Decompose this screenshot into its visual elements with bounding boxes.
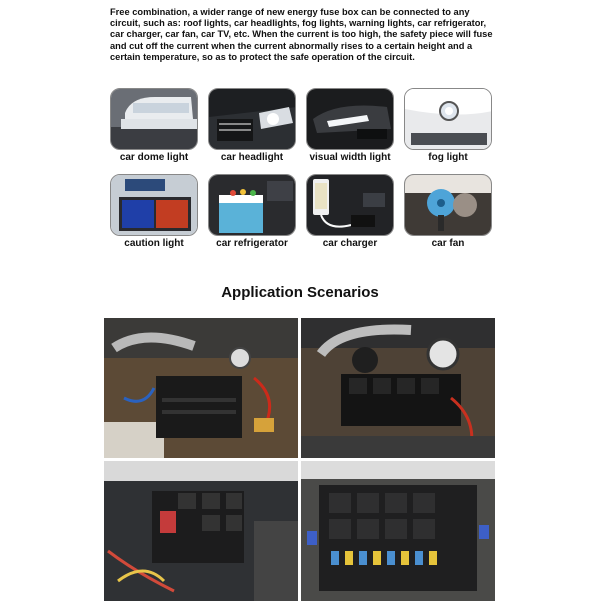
intro-paragraph: Free combination, a wider range of new energy fuse box can be connected to any circuit, such as: roof lights, car headlights, fog lights, warning lights, car refrigerator, car charger, car fan, car TV, etc. When the current is too high, the safety piece will fuse and cut off the current when the current abnormally rises to a certain height and a certain temperature, so as to protect the safe operation of the circuit.: [110, 7, 493, 62]
relay-box-engine-photo: [104, 461, 298, 601]
application-label: car charger: [322, 238, 378, 249]
application-label: car refrigerator: [216, 238, 288, 249]
fuse-box-installed-photo: [301, 318, 495, 458]
application-label: car dome light: [119, 152, 189, 163]
car-headlight-icon: [208, 88, 296, 150]
visual-width-light-icon: [306, 88, 394, 150]
car-dome-light-icon: [110, 88, 198, 150]
fuse-relay-panel-photo: [301, 461, 495, 601]
caution-light-icon: [110, 174, 198, 236]
application-label: caution light: [124, 238, 184, 249]
fog-light-icon: [404, 88, 492, 150]
engine-bay-photo: [104, 318, 298, 458]
section-title: Application Scenarios: [221, 284, 379, 301]
car-fan-icon: [404, 174, 492, 236]
car-refrigerator-icon: [208, 174, 296, 236]
application-label: visual width light: [309, 152, 391, 163]
application-label: car fan: [431, 238, 465, 249]
application-label: car headlight: [220, 152, 284, 163]
car-charger-icon: [306, 174, 394, 236]
application-label: fog light: [428, 152, 468, 163]
